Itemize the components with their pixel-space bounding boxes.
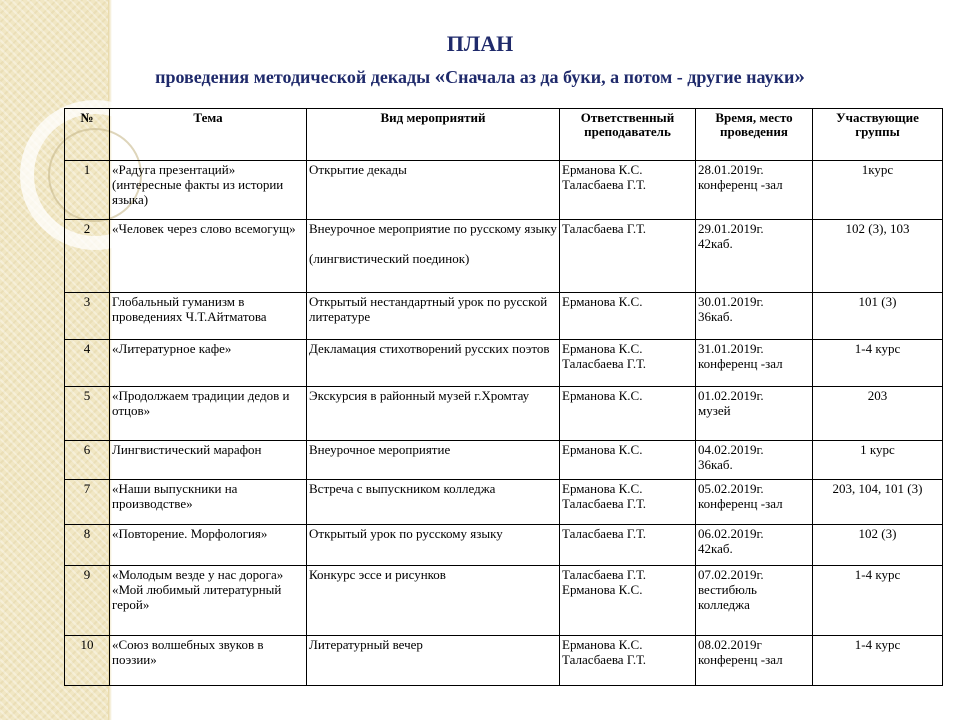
- row-type: Литературный вечер: [307, 636, 560, 686]
- event-place: вестибюль колледжа: [698, 582, 757, 612]
- row-num: 10: [65, 636, 110, 686]
- row-responsible: [560, 636, 696, 686]
- row-topic: «Повторение. Морфология»: [110, 525, 307, 566]
- row-time-place: [696, 480, 813, 525]
- event-date: 08.02.2019г: [698, 637, 762, 652]
- row-topic: «Литературное кафе»: [110, 340, 307, 387]
- row-topic: [110, 566, 307, 636]
- row-time-place: [696, 387, 813, 441]
- row-topic: «Продолжаем традиции дедов и отцов»: [110, 387, 307, 441]
- row-num: 4: [65, 340, 110, 387]
- header-type: Вид мероприятий: [307, 109, 560, 161]
- row-groups: 203, 104, 101 (3): [813, 480, 943, 525]
- responsible-name: Ерманова К.С.: [562, 341, 643, 356]
- row-num: 3: [65, 293, 110, 340]
- table-row: [65, 636, 943, 686]
- row-responsible: [560, 441, 696, 480]
- row-num: 8: [65, 525, 110, 566]
- row-groups: 1-4 курс: [813, 340, 943, 387]
- row-responsible: [560, 387, 696, 441]
- row-type: Открытый урок по русскому языку: [307, 525, 560, 566]
- row-topic: «Радуга презентаций» (интересные факты из истории языка): [110, 161, 307, 220]
- row-topic: Глобальный гуманизм в проведениях Ч.Т.Айтматова: [110, 293, 307, 340]
- row-groups: 102 (3), 103: [813, 220, 943, 293]
- row-time-place: [696, 525, 813, 566]
- header-responsible: Ответственный преподаватель: [560, 109, 696, 161]
- row-type: Конкурс эссе и рисунков: [307, 566, 560, 636]
- row-num: 9: [65, 566, 110, 636]
- responsible-name: Таласбаева Г.Т.: [562, 652, 647, 667]
- event-date: 06.02.2019г.: [698, 526, 764, 541]
- event-place: конференц -зал: [698, 496, 783, 511]
- row-time-place: [696, 340, 813, 387]
- row-type: [307, 220, 560, 293]
- row-groups: 1 курс: [813, 441, 943, 480]
- row-responsible: [560, 566, 696, 636]
- responsible-name: Ерманова К.С.: [562, 294, 643, 309]
- row-groups: 203: [813, 387, 943, 441]
- table-header-row: [65, 109, 943, 161]
- row-groups: 1-4 курс: [813, 636, 943, 686]
- event-type: Внеурочное мероприятие по русскому языку: [309, 221, 557, 236]
- event-place: конференц -зал: [698, 356, 783, 371]
- event-date: 05.02.2019г.: [698, 481, 764, 496]
- header-num: №: [65, 109, 110, 161]
- row-num: 2: [65, 220, 110, 293]
- row-time-place: [696, 636, 813, 686]
- table-row: [65, 161, 943, 220]
- event-date: 31.01.2019г.: [698, 341, 764, 356]
- row-groups: 1курс: [813, 161, 943, 220]
- responsible-name: Таласбаева Г.Т.: [562, 177, 647, 192]
- row-num: 7: [65, 480, 110, 525]
- row-type: Экскурсия в районный музей г.Хромтау: [307, 387, 560, 441]
- row-responsible: [560, 525, 696, 566]
- subtitle-close-quote: »: [794, 64, 805, 88]
- event-date: 29.01.2019г.: [698, 221, 764, 236]
- responsible-name: Ерманова К.С.: [562, 481, 643, 496]
- table-row: [65, 566, 943, 636]
- row-groups: 101 (3): [813, 293, 943, 340]
- responsible-name: Ерманова К.С.: [562, 442, 643, 457]
- row-time-place: [696, 566, 813, 636]
- event-place: конференц -зал: [698, 177, 783, 192]
- responsible-name: Таласбаева Г.Т.: [562, 567, 647, 582]
- row-time-place: [696, 161, 813, 220]
- subtitle-text: проведения методической декады: [155, 67, 435, 87]
- row-topic: «Наши выпускники на производстве»: [110, 480, 307, 525]
- row-topic: «Союз волшебных звуков в поэзии»: [110, 636, 307, 686]
- event-date: 07.02.2019г.: [698, 567, 764, 582]
- row-type: Открытие декады: [307, 161, 560, 220]
- table-row: [65, 387, 943, 441]
- row-time-place: [696, 441, 813, 480]
- responsible-name: Таласбаева Г.Т.: [562, 356, 647, 371]
- event-place: 36каб.: [698, 457, 733, 472]
- plan-table: [64, 108, 943, 686]
- subtitle-open-quote: «: [434, 64, 446, 88]
- row-num: 1: [65, 161, 110, 220]
- header-time-place: Время, место проведения: [696, 109, 813, 161]
- row-time-place: [696, 220, 813, 293]
- responsible-name: Ерманова К.С.: [562, 637, 643, 652]
- responsible-name: Таласбаева Г.Т.: [562, 221, 647, 236]
- event-place: 42каб.: [698, 541, 733, 556]
- table-row: [65, 480, 943, 525]
- row-num: 6: [65, 441, 110, 480]
- event-date: 28.01.2019г.: [698, 162, 764, 177]
- table-row: [65, 220, 943, 293]
- responsible-name: Ерманова К.С.: [562, 582, 643, 597]
- row-groups: 102 (3): [813, 525, 943, 566]
- event-place: 36каб.: [698, 309, 733, 324]
- event-date: 01.02.2019г.: [698, 388, 764, 403]
- table-row: [65, 525, 943, 566]
- document-subtitle: [0, 63, 960, 90]
- table-row: [65, 340, 943, 387]
- responsible-name: Ерманова К.С.: [562, 388, 643, 403]
- responsible-name: Ерманова К.С.: [562, 162, 643, 177]
- responsible-name: Таласбаева Г.Т.: [562, 496, 647, 511]
- row-time-place: [696, 293, 813, 340]
- event-date: 04.02.2019г.: [698, 442, 764, 457]
- row-responsible: [560, 340, 696, 387]
- event-place: музей: [698, 403, 731, 418]
- row-topic: «Человек через слово всемогущ»: [110, 220, 307, 293]
- event-date: 30.01.2019г.: [698, 294, 764, 309]
- topic-title: «Мой любимый литературный герой»: [112, 582, 282, 612]
- responsible-name: Таласбаева Г.Т.: [562, 526, 647, 541]
- row-responsible: [560, 293, 696, 340]
- row-type: Внеурочное мероприятие: [307, 441, 560, 480]
- header-topic: Тема: [110, 109, 307, 161]
- row-groups: 1-4 курс: [813, 566, 943, 636]
- topic-title: «Молодым везде у нас дорога»: [112, 567, 284, 582]
- row-type: Встреча с выпускником колледжа: [307, 480, 560, 525]
- row-responsible: [560, 480, 696, 525]
- event-type-note: (лингвистический поединок): [309, 251, 470, 266]
- table-row: [65, 293, 943, 340]
- table-row: [65, 441, 943, 480]
- row-num: 5: [65, 387, 110, 441]
- row-type: Открытый нестандартный урок по русской литературе: [307, 293, 560, 340]
- event-place: конференц -зал: [698, 652, 783, 667]
- row-topic: Лингвистический марафон: [110, 441, 307, 480]
- subtitle-motto: Сначала аз да буки, а потом - другие науки: [445, 67, 795, 87]
- row-responsible: [560, 161, 696, 220]
- event-place: 42каб.: [698, 236, 733, 251]
- header-groups: Участвующие группы: [813, 109, 943, 161]
- spacer: [309, 236, 557, 251]
- row-type: Декламация стихотворений русских поэтов: [307, 340, 560, 387]
- row-responsible: [560, 220, 696, 293]
- document-title: ПЛАН: [446, 31, 514, 56]
